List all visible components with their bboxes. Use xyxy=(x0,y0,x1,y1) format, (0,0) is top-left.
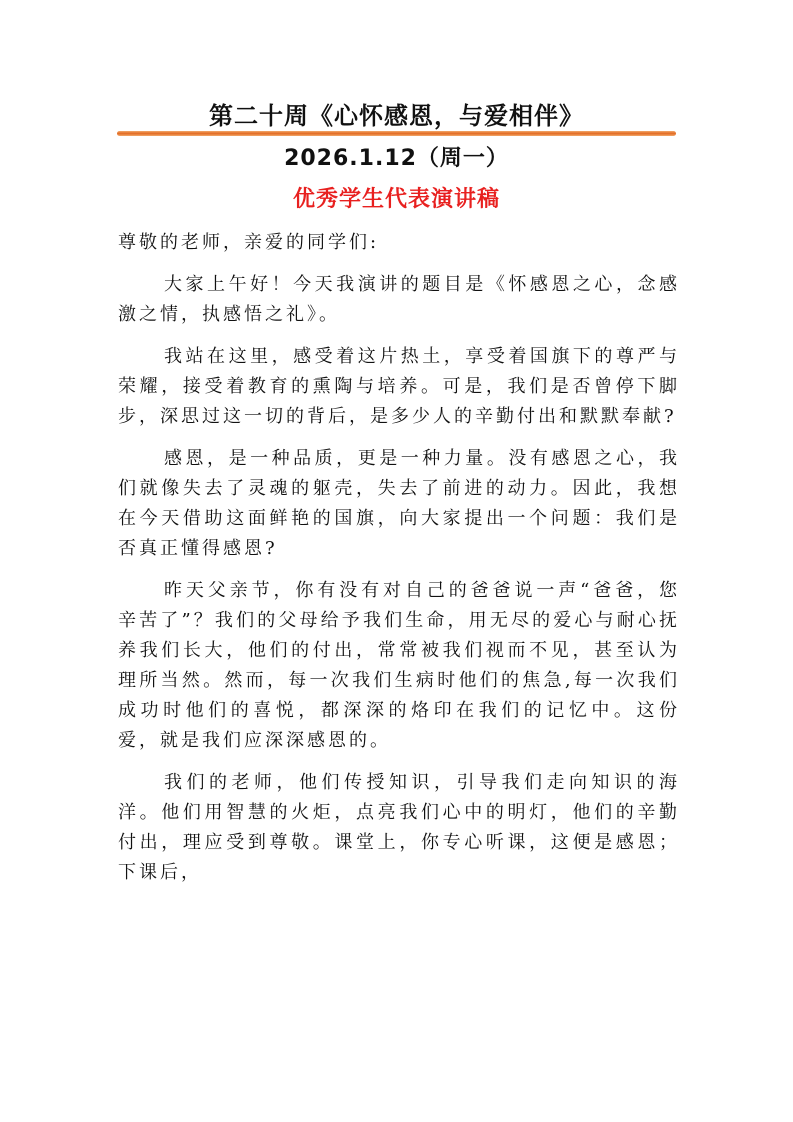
salutation: 尊敬的老师，亲爱的同学们: xyxy=(118,232,380,253)
title-divider xyxy=(117,131,676,136)
paragraph: 我站在这里，感受着这片热土，享受着国旗下的尊严与荣耀，接受着教育的熏陶与培养。可是，我们是否曾停下脚步，深思过这一切的背后，是多少人的辛勤付出和默默奉献? xyxy=(118,346,680,427)
paragraph: 昨天父亲节，你有没有对自己的爸爸说一声“爸爸，您辛苦了”？我们的父母给予我们生命，用无尽的爱心与耐心抚养我们长大，他们的付出，常常被我们视而不见，甚至认为理所当然。然而，每一次我们生病时他们的焦急,每一次我们成功时他们的喜悦，都深深的烙印在我们的记忆中。这份爱，就是我们应深深感恩的。 xyxy=(118,580,680,751)
speech-body xyxy=(118,228,680,900)
paragraph: 我们的老师，他们传授知识，引导我们走向知识的海洋。他们用智慧的火炬，点亮我们心中的明灯，他们的辛勤付出，理应受到尊敬。课堂上，你专心听课，这便是感恩；下课后， xyxy=(118,772,680,883)
date-line: 2026.1.12（周一） xyxy=(284,146,509,171)
paragraph: 感恩，是一种品质，更是一种力量。没有感恩之心，我们就像失去了灵魂的躯壳，失去了前进的动力。因此，我想在今天借助这面鲜艳的国旗，向大家提出一个问题：我们是否真正懂得感恩? xyxy=(118,448,680,559)
page-title: 第二十周《心怀感恩，与爱相伴》 xyxy=(209,102,584,130)
paragraph: 大家上午好！今天我演讲的题目是《怀感恩之心，念感激之情，执感悟之礼》。 xyxy=(118,274,680,325)
subtitle: 优秀学生代表演讲稿 xyxy=(292,187,500,212)
